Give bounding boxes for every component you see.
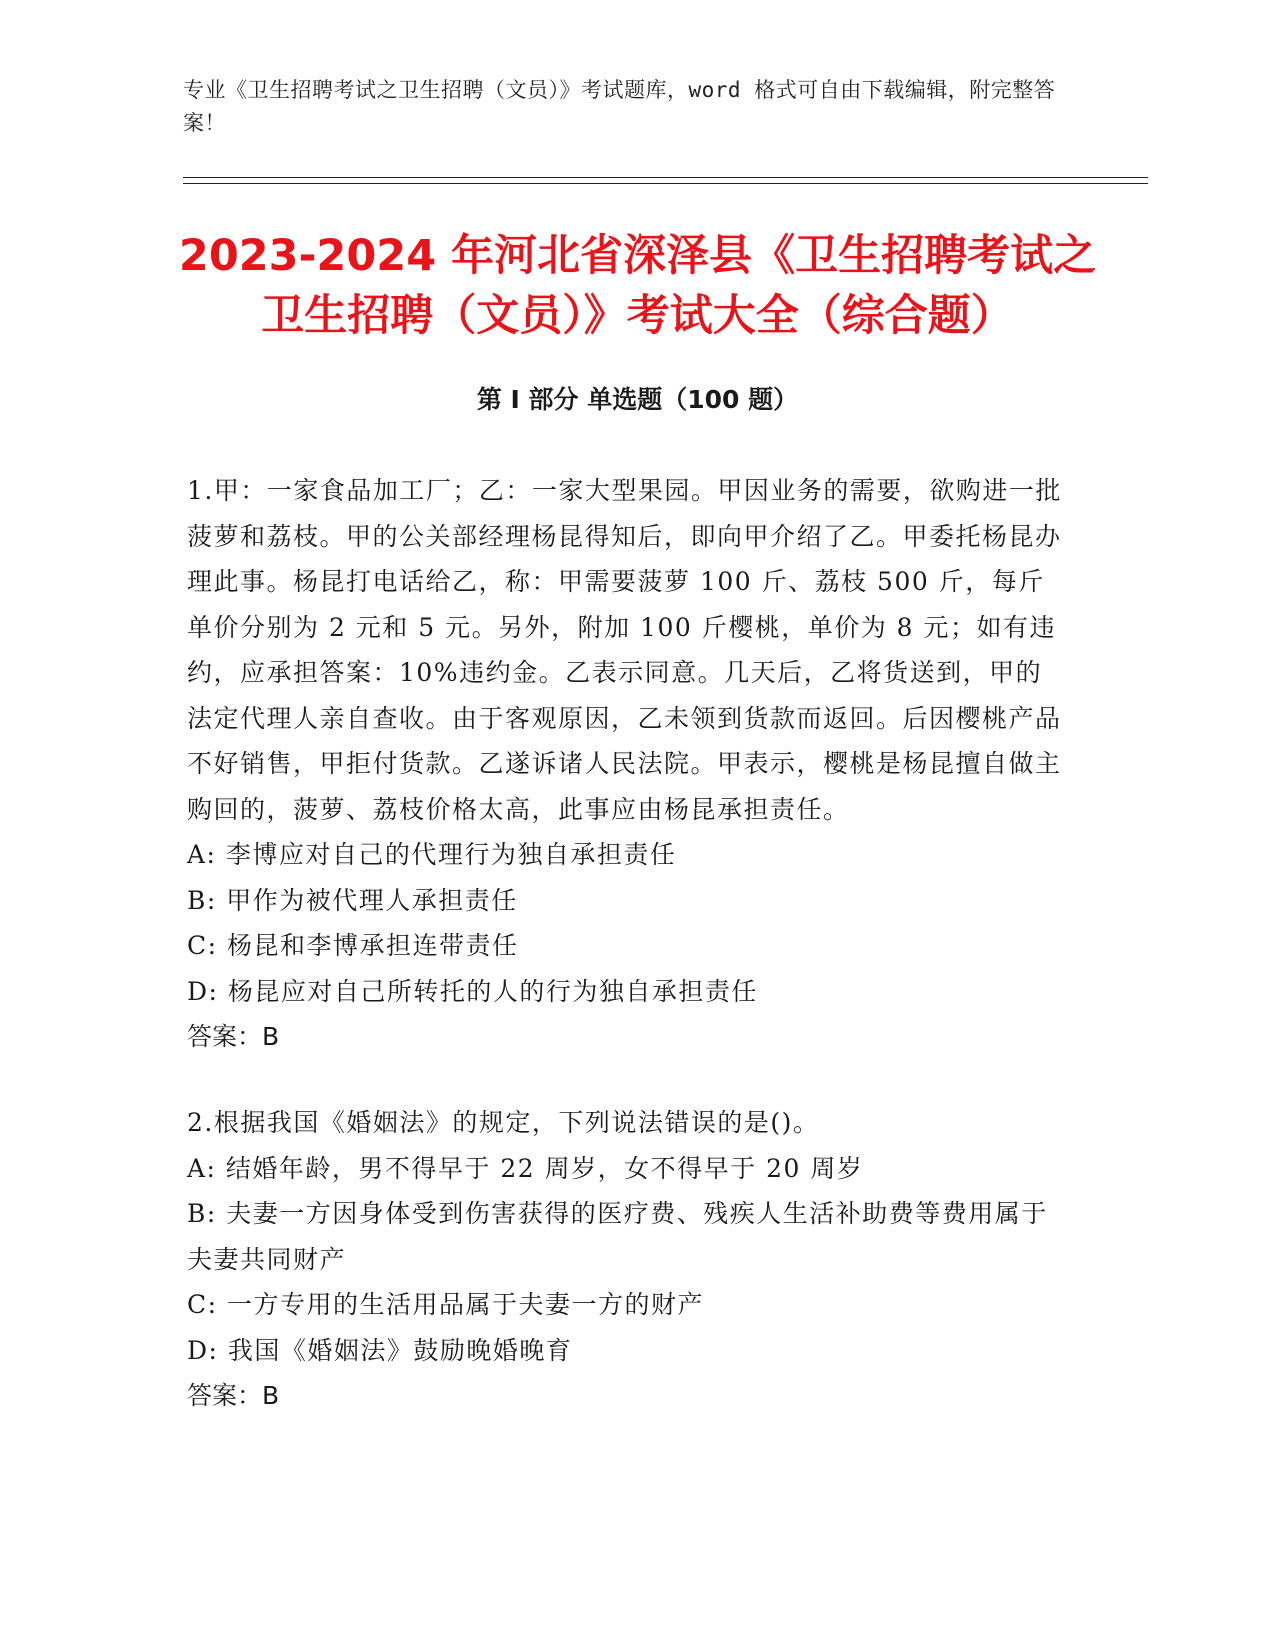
option-c: C: 杨昆和李博承担连带责任 <box>187 931 519 960</box>
question-1 <box>187 468 1067 1060</box>
option-a: A: 李博应对自己的代理行为独自承担责任 <box>187 840 677 869</box>
option-a: A: 结婚年龄，男不得早于 22 周岁，女不得早于 20 周岁 <box>187 1153 864 1183</box>
header-rule-top <box>183 177 1148 178</box>
option-b: B: 夫妻一方因身体受到伤害获得的医疗费、残疾人生活补助费等费用属于夫妻共同财产 <box>187 1199 1048 1274</box>
question-list <box>187 468 1067 1459</box>
question-stem: 2.根据我国《婚姻法》的规定，下列说法错误的是()。 <box>187 1108 820 1137</box>
header-note: 专业《卫生招聘考试之卫生招聘（文员）》考试题库，word 格式可自由下载编辑，附完整答案！ <box>183 78 1056 135</box>
option-d: D: 杨昆应对自己所转托的人的行为独自承担责任 <box>187 976 758 1006</box>
option-b: B: 甲作为被代理人承担责任 <box>187 885 518 915</box>
question-2 <box>187 1100 1067 1419</box>
answer: 答案：B <box>187 1381 280 1410</box>
option-d: D: 我国《婚姻法》鼓励晚婚晚育 <box>187 1335 573 1365</box>
option-c: C: 一方专用的生活用品属于夫妻一方的财产 <box>187 1290 704 1319</box>
section-title: 第 I 部分 单选题（100 题） <box>476 385 799 414</box>
header-rule-bottom <box>183 183 1148 184</box>
answer: 答案：B <box>187 1022 280 1051</box>
document-title: 2023-2024 年河北省深泽县《卫生招聘考试之卫生招聘（文员）》考试大全（综合题） <box>178 231 1097 341</box>
question-stem: 1.甲：一家食品加工厂；乙：一家大型果园。甲因业务的需要，欲购进一批菠萝和荔枝。甲的公关部经理杨昆得知后，即向甲介绍了乙。甲委托杨昆办理此事。杨昆打电话给乙，称：甲需要菠萝 100 斤、荔枝 500 斤，每斤单价分别为 2 元和 5 元。另外，附加 100 斤樱桃，单价为 8 元；如有违约，应承担答案：10%违约金。乙表示同意。几天后，乙将货送到，甲的法定代理人亲自查收。由于客观原因，乙未领到货款而返回。后因樱桃产品不好销售，甲拒付货款。乙遂诉诸人民法院。甲表示，樱桃是杨昆擅自做主购回的，菠萝、荔枝价格太高，此事应由杨昆承担责任。 <box>187 476 1062 824</box>
